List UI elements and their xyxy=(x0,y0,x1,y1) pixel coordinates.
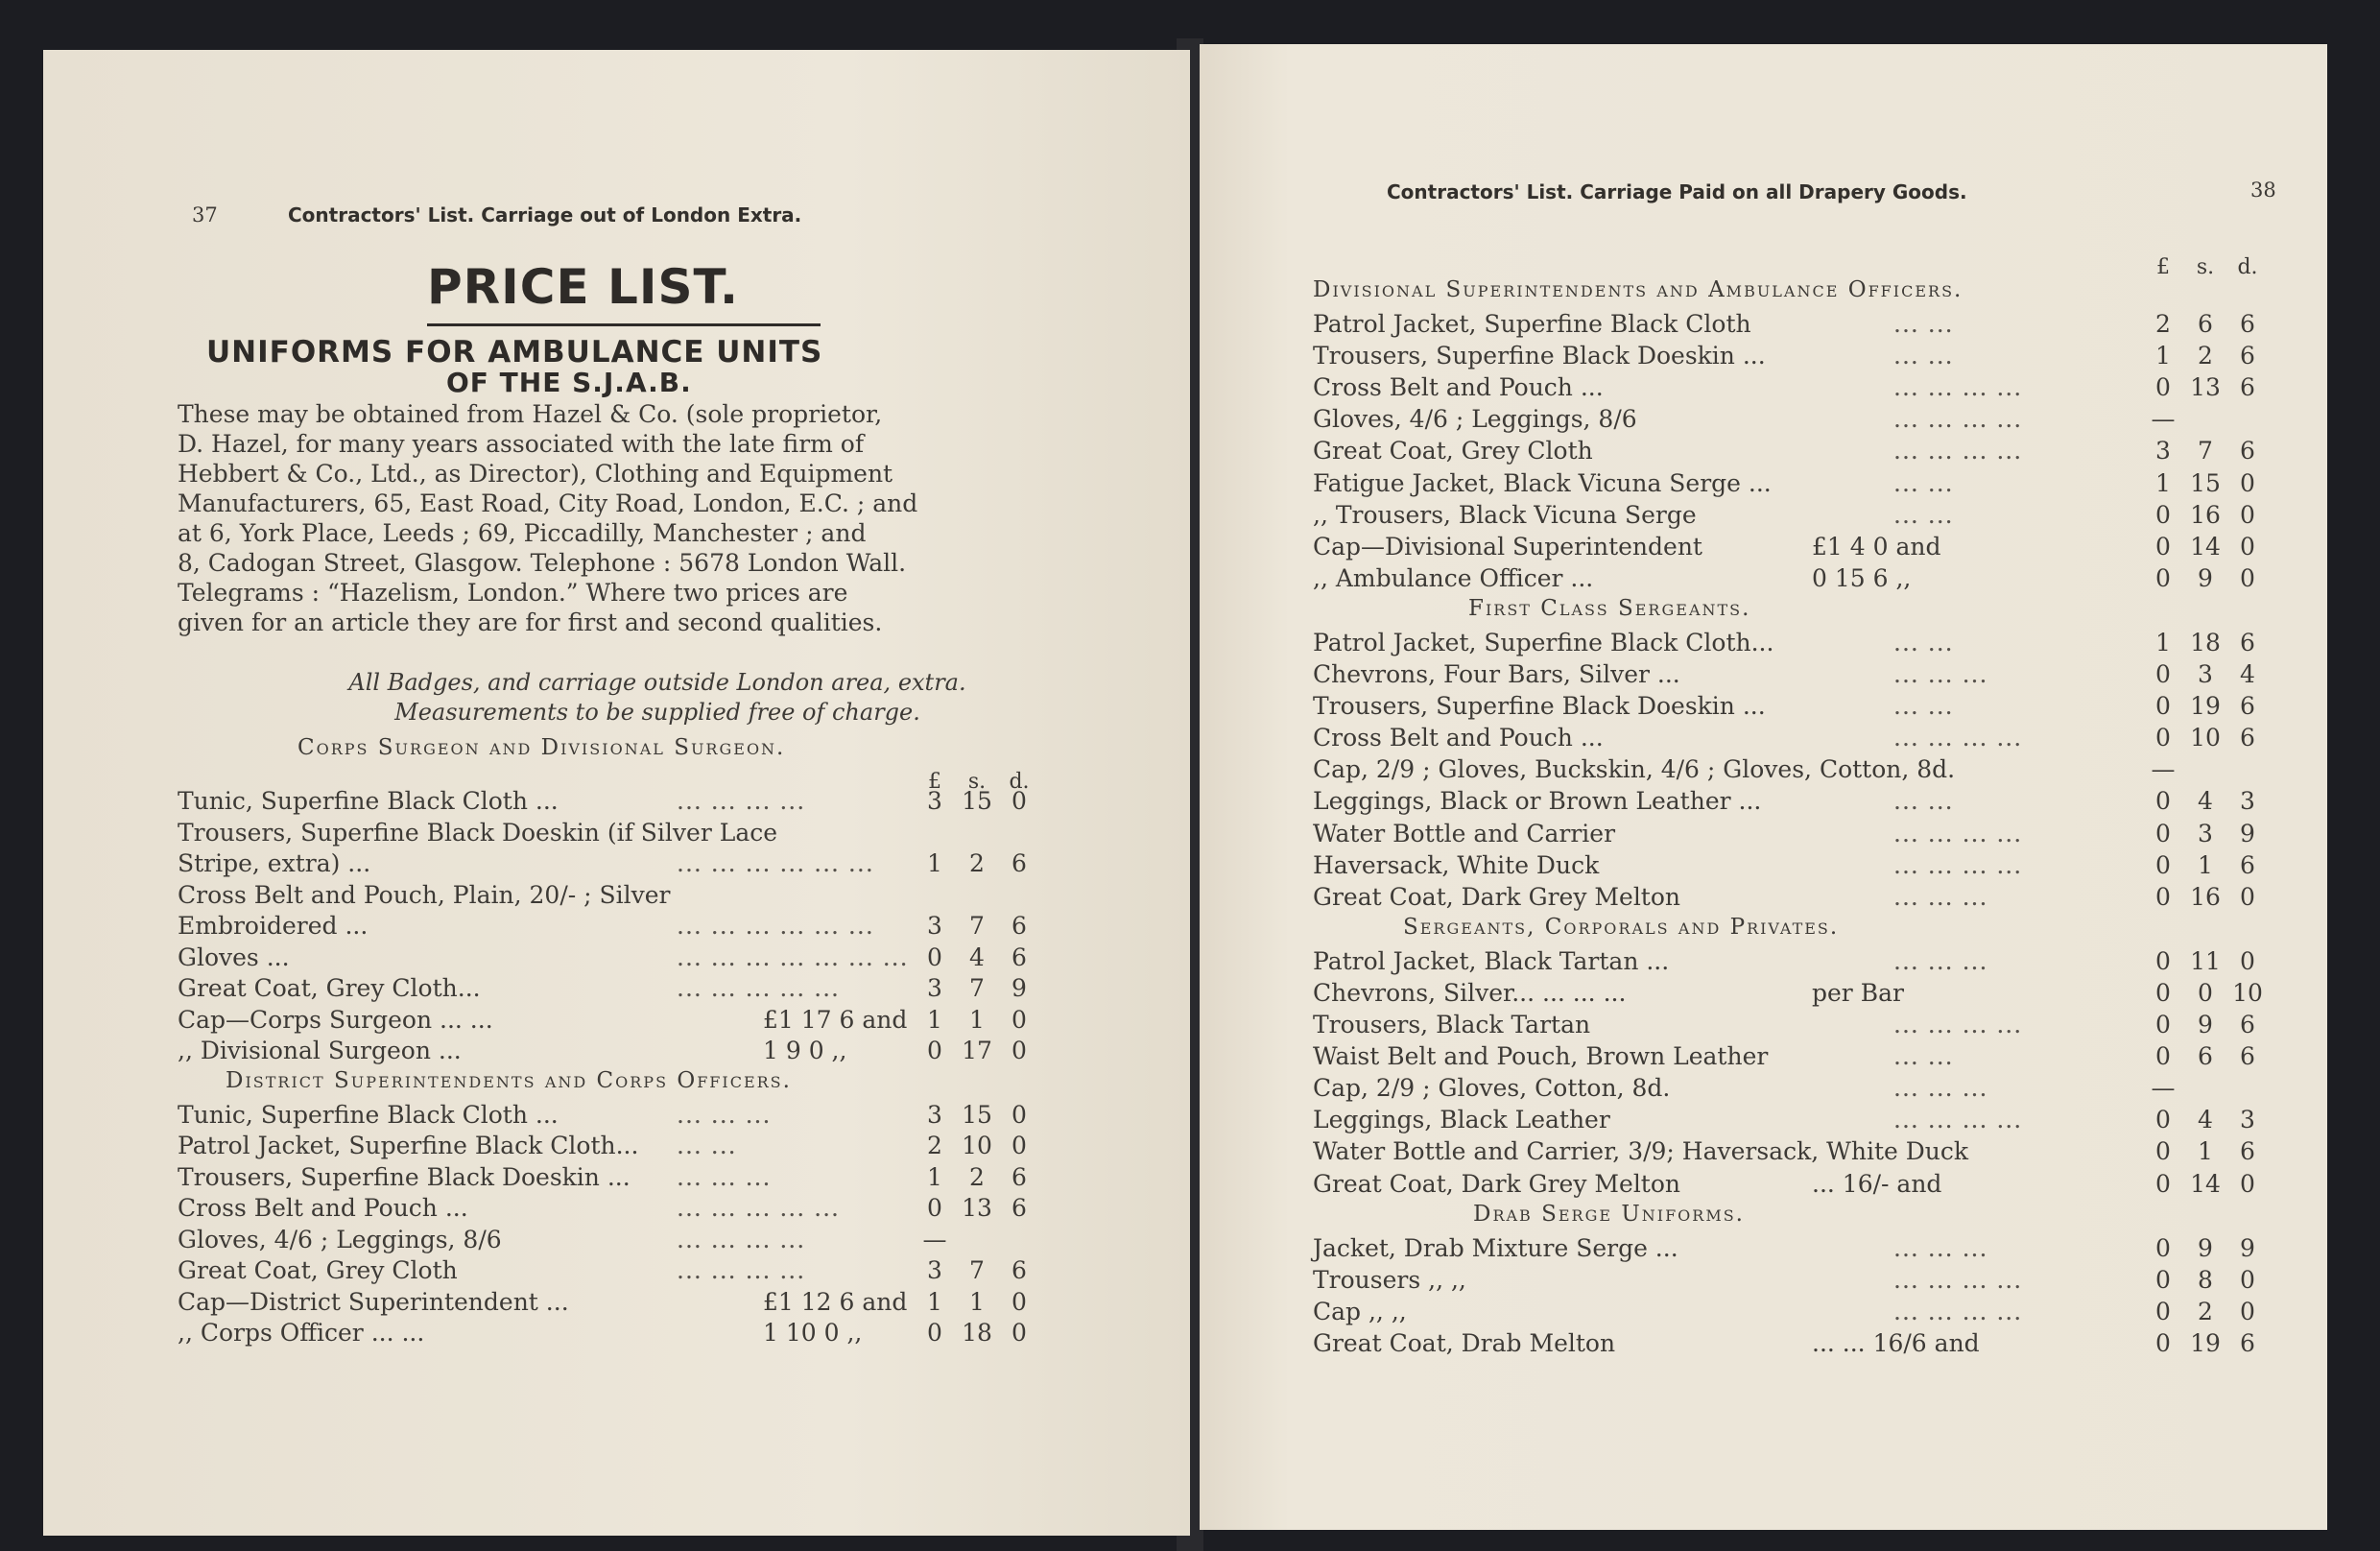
leader-dots: ... ... xyxy=(1893,692,1954,721)
price-shillings: 15 xyxy=(2190,468,2221,497)
price-shillings: 4 xyxy=(2198,787,2213,816)
currency-pence: d. xyxy=(2237,255,2258,279)
price-pounds: 3 xyxy=(927,1256,942,1284)
price-pounds: 0 xyxy=(2155,660,2171,688)
alternative-price: £1 12 6 and xyxy=(763,1287,908,1316)
price-pence: 6 xyxy=(2240,692,2255,721)
item-description: Tunic, Superfine Black Cloth ... xyxy=(178,787,559,815)
section-heading: District Superintendents and Corps Officers. xyxy=(226,1067,792,1093)
price-shillings: 1 xyxy=(2198,850,2213,879)
price-row xyxy=(1313,373,2311,404)
price-pence: 6 xyxy=(1012,943,1027,971)
price-pence: 0 xyxy=(2240,500,2255,529)
section-heading: Divisional Superintendents and Ambulance Officers. xyxy=(1313,277,1964,302)
item-description: Great Coat, Grey Cloth... xyxy=(178,974,481,1002)
item-description: Great Coat, Grey Cloth xyxy=(178,1256,458,1284)
item-description: Trousers, Superfine Black Doeskin ... xyxy=(1313,342,1766,370)
price-row xyxy=(178,1194,1147,1225)
price-row xyxy=(1313,1106,2311,1136)
leader-dots: ... ... ... ... xyxy=(1893,724,2023,752)
price-pence: 6 xyxy=(1012,1194,1027,1222)
price-pence: 6 xyxy=(2240,1137,2255,1166)
intro-line: Hebbert & Co., Ltd., as Director), Clothing and Equipment xyxy=(178,460,893,488)
price-pounds: — xyxy=(2151,405,2176,434)
price-pounds: 2 xyxy=(2155,310,2171,338)
subtitle-line-1: UNIFORMS FOR AMBULANCE UNITS xyxy=(206,335,823,370)
price-pounds: 0 xyxy=(2155,692,2171,721)
price-pence: 6 xyxy=(1012,912,1027,940)
item-description: Cross Belt and Pouch ... xyxy=(1313,373,1604,402)
item-description: Cross Belt and Pouch, Plain, 20/- ; Silver xyxy=(178,880,671,909)
item-description: Trousers, Superfine Black Doeskin ... xyxy=(1313,692,1766,721)
price-row xyxy=(1313,469,2311,500)
subtitle-line-2: OF THE S.J.A.B. xyxy=(446,367,692,398)
price-row xyxy=(1313,1170,2311,1201)
leader-dots: ... ... xyxy=(677,1132,737,1159)
price-shillings: 14 xyxy=(2190,532,2221,561)
currency-pence: d. xyxy=(1009,770,1030,794)
price-pence: 6 xyxy=(2240,437,2255,465)
price-row xyxy=(1313,820,2311,850)
price-pence: 6 xyxy=(2240,1042,2255,1071)
item-description: Great Coat, Dark Grey Melton xyxy=(1313,1169,1681,1198)
price-shillings: 4 xyxy=(2198,1106,2213,1134)
price-row xyxy=(1313,883,2311,914)
price-pounds: 0 xyxy=(2155,563,2171,592)
item-description: Cross Belt and Pouch ... xyxy=(178,1194,468,1222)
price-pence: 10 xyxy=(2232,978,2263,1007)
currency-shillings: s. xyxy=(2196,255,2215,279)
price-pounds: 0 xyxy=(2155,946,2171,975)
price-row xyxy=(178,1226,1147,1256)
leader-dots: ... ... ... ... xyxy=(1893,1106,2023,1134)
left-page-number: 37 xyxy=(192,203,218,227)
left-running-header: Contractors' List. Carriage out of London Extra. xyxy=(288,203,802,227)
price-shillings: 7 xyxy=(969,912,985,940)
intro-line: Telegrams : “Hazelism, London.” Where two prices are xyxy=(178,579,848,607)
price-pounds: 0 xyxy=(2155,532,2171,561)
title-rule xyxy=(427,323,821,326)
item-description: Embroidered ... xyxy=(178,912,369,940)
price-pounds: 0 xyxy=(927,943,942,971)
price-pence: 3 xyxy=(2240,787,2255,816)
price-pounds: 0 xyxy=(2155,1297,2171,1325)
intro-line: 8, Cadogan Street, Glasgow. Telephone : 5678 London Wall. xyxy=(178,549,907,577)
price-pounds: 0 xyxy=(2155,1011,2171,1038)
price-shillings: 13 xyxy=(2190,373,2221,402)
price-row xyxy=(1313,1234,2311,1265)
price-row xyxy=(178,819,1147,849)
leader-dots: ... ... ... xyxy=(677,1162,772,1191)
price-pence: 0 xyxy=(1012,1132,1027,1159)
right-running-header: Contractors' List. Carriage Paid on all Drapery Goods. xyxy=(1387,180,1967,203)
item-description: Stripe, extra) ... xyxy=(178,849,371,877)
price-row xyxy=(1313,1137,2311,1168)
price-pence: 6 xyxy=(2240,1328,2255,1357)
price-pence: 6 xyxy=(2240,1011,2255,1038)
price-row xyxy=(178,881,1147,912)
price-pence: 4 xyxy=(2240,660,2255,688)
price-shillings: 7 xyxy=(2198,437,2213,465)
item-description: ,, Ambulance Officer ... xyxy=(1313,563,1594,592)
price-row xyxy=(1313,1074,2311,1105)
item-description: ,, Trousers, Black Vicuna Serge xyxy=(1313,500,1697,529)
price-pence: 6 xyxy=(1012,849,1027,877)
price-pence: 0 xyxy=(2240,1265,2255,1294)
leader-dots: ... ... ... xyxy=(1893,1074,1988,1103)
price-row xyxy=(178,1319,1147,1349)
price-row xyxy=(1313,437,2311,467)
item-description: Great Coat, Grey Cloth xyxy=(1313,437,1593,465)
leader-dots: ... ... ... ... xyxy=(1893,819,2023,847)
item-description: ,, Corps Officer ... ... xyxy=(178,1319,425,1347)
item-description: Patrol Jacket, Superfine Black Cloth... xyxy=(1313,628,1774,656)
price-pounds: — xyxy=(922,1225,947,1253)
price-shillings: 9 xyxy=(2198,1011,2213,1038)
price-row xyxy=(178,1037,1147,1067)
intro-line: given for an article they are for first and second qualities. xyxy=(178,608,883,636)
section-heading: First Class Sergeants. xyxy=(1468,595,1751,621)
alternative-price: ... ... 16/6 and xyxy=(1812,1328,1980,1357)
price-row xyxy=(1313,947,2311,978)
leader-dots: ... ... xyxy=(1893,468,1954,497)
price-pence: 9 xyxy=(2240,819,2255,847)
leader-dots: ... ... ... ... ... xyxy=(677,1194,840,1222)
price-shillings: 2 xyxy=(969,1162,985,1191)
price-shillings: 15 xyxy=(962,1100,992,1129)
intro-line: at 6, York Place, Leeds ; 69, Piccadilly, Manchester ; and xyxy=(178,519,867,547)
item-description: Trousers, Black Tartan xyxy=(1313,1011,1591,1038)
leader-dots: ... ... ... ... xyxy=(677,787,806,815)
leader-dots: ... ... ... ... xyxy=(1893,850,2023,879)
price-pounds: 0 xyxy=(927,1194,942,1222)
leader-dots: ... ... ... xyxy=(1893,882,1988,911)
alternative-price: 1 9 0 ,, xyxy=(763,1037,847,1064)
price-pence: 0 xyxy=(2240,882,2255,911)
price-row xyxy=(178,849,1147,880)
price-pounds: 1 xyxy=(927,1005,942,1034)
price-pounds: 3 xyxy=(927,787,942,815)
price-pounds: 1 xyxy=(2155,468,2171,497)
item-description: Gloves ... xyxy=(178,943,290,971)
price-pence: 6 xyxy=(2240,310,2255,338)
price-row xyxy=(178,1101,1147,1132)
price-row xyxy=(178,943,1147,974)
currency-shillings: s. xyxy=(967,770,987,794)
item-description: Cap, 2/9 ; Gloves, Cotton, 8d. xyxy=(1313,1074,1671,1103)
price-pence: 0 xyxy=(2240,468,2255,497)
leader-dots: ... ... ... ... xyxy=(1893,1011,2023,1038)
item-description: Fatigue Jacket, Black Vicuna Serge ... xyxy=(1313,468,1772,497)
item-description: Chevrons, Silver... ... ... ... xyxy=(1313,978,1627,1007)
intro-line: Manufacturers, 65, East Road, City Road, London, E.C. ; and xyxy=(178,489,918,517)
item-description: Trousers, Superfine Black Doeskin (if Silver Lace xyxy=(178,818,778,847)
alternative-price: £1 17 6 and xyxy=(763,1005,908,1034)
item-description: Trousers, Superfine Black Doeskin ... xyxy=(178,1162,631,1191)
price-pence: 0 xyxy=(1012,1037,1027,1064)
item-description: Haversack, White Duck xyxy=(1313,850,1600,879)
price-row xyxy=(1313,979,2311,1010)
item-description: Chevrons, Four Bars, Silver ... xyxy=(1313,660,1680,688)
price-pence: 0 xyxy=(1012,1287,1027,1316)
price-shillings: 0 xyxy=(2198,978,2213,1007)
item-description: Cross Belt and Pouch ... xyxy=(1313,724,1604,752)
price-shillings: 18 xyxy=(962,1319,992,1347)
note-measurements: Measurements to be supplied free of charge. xyxy=(394,699,920,726)
item-description: Cap, 2/9 ; Gloves, Buckskin, 4/6 ; Gloves, Cotton, 8d. xyxy=(1313,755,1956,784)
alternative-price: 0 15 6 ,, xyxy=(1812,563,1912,592)
price-shillings: 1 xyxy=(969,1005,985,1034)
price-pounds: 0 xyxy=(2155,1042,2171,1071)
leader-dots: ... ... ... ... xyxy=(1893,1297,2023,1325)
item-description: Patrol Jacket, Superfine Black Cloth xyxy=(1313,310,1751,338)
leader-dots: ... ... xyxy=(1893,628,1954,656)
price-row xyxy=(178,912,1147,943)
price-shillings: 1 xyxy=(969,1287,985,1316)
price-pence: 6 xyxy=(2240,373,2255,402)
price-shillings: 9 xyxy=(2198,563,2213,592)
price-row xyxy=(1313,564,2311,595)
price-pence: 0 xyxy=(1012,1319,1027,1347)
leader-dots: ... ... ... ... xyxy=(1893,1265,2023,1294)
price-shillings: 2 xyxy=(969,849,985,877)
price-shillings: 8 xyxy=(2198,1265,2213,1294)
price-pounds: 0 xyxy=(2155,787,2171,816)
price-row xyxy=(1313,533,2311,563)
price-row xyxy=(1313,660,2311,691)
leader-dots: ... ... xyxy=(1893,1042,1954,1071)
price-pounds: 0 xyxy=(927,1037,942,1064)
alternative-price: 1 10 0 ,, xyxy=(763,1319,863,1347)
price-pounds: 0 xyxy=(2155,1106,2171,1134)
item-description: Water Bottle and Carrier, 3/9; Haversack, White Duck xyxy=(1313,1137,1969,1166)
price-pounds: 1 xyxy=(927,849,942,877)
price-row xyxy=(1313,1011,2311,1041)
price-pounds: 0 xyxy=(2155,850,2171,879)
item-description: Cap—District Superintendent ... xyxy=(178,1287,569,1316)
price-pounds: 1 xyxy=(2155,342,2171,370)
price-pounds: 0 xyxy=(2155,500,2171,529)
price-pounds: 0 xyxy=(2155,978,2171,1007)
price-shillings: 7 xyxy=(969,974,985,1002)
price-shillings: 3 xyxy=(2198,660,2213,688)
price-pence: 3 xyxy=(2240,1106,2255,1134)
item-description: Cap—Corps Surgeon ... ... xyxy=(178,1005,493,1034)
leader-dots: ... ... ... ... ... ... xyxy=(677,849,874,877)
leader-dots: ... ... ... ... xyxy=(1893,437,2023,465)
price-row xyxy=(1313,1298,2311,1328)
price-row xyxy=(1313,787,2311,818)
price-pounds: 3 xyxy=(2155,437,2171,465)
alternative-price: per Bar xyxy=(1812,978,1904,1007)
price-list-title: PRICE LIST. xyxy=(427,259,739,315)
leader-dots: ... ... ... xyxy=(1893,660,1988,688)
currency-pounds: £ xyxy=(2156,255,2170,279)
price-shillings: 13 xyxy=(962,1194,992,1222)
price-pounds: 0 xyxy=(2155,882,2171,911)
price-pence: 6 xyxy=(2240,850,2255,879)
price-shillings: 6 xyxy=(2198,310,2213,338)
price-pence: 6 xyxy=(2240,342,2255,370)
intro-line: These may be obtained from Hazel & Co. (sole proprietor, xyxy=(178,400,883,428)
leader-dots: ... ... ... xyxy=(1893,1233,1988,1262)
price-shillings: 10 xyxy=(962,1132,992,1159)
price-pence: 0 xyxy=(2240,1297,2255,1325)
price-shillings: 10 xyxy=(2190,724,2221,752)
leader-dots: ... ... ... ... ... ... xyxy=(677,912,874,940)
note-badges: All Badges, and carriage outside London area, extra. xyxy=(348,669,966,696)
price-pounds: 0 xyxy=(2155,1265,2171,1294)
price-row xyxy=(178,1288,1147,1319)
price-shillings: 2 xyxy=(2198,342,2213,370)
price-row xyxy=(1313,724,2311,754)
item-description: Gloves, 4/6 ; Leggings, 8/6 xyxy=(1313,405,1637,434)
intro-line: D. Hazel, for many years associated with the late firm of xyxy=(178,430,865,458)
item-description: Leggings, Black or Brown Leather ... xyxy=(1313,787,1762,816)
leader-dots: ... ... xyxy=(1893,310,1954,338)
price-row xyxy=(1313,405,2311,436)
price-shillings: 17 xyxy=(962,1037,992,1064)
price-pounds: 3 xyxy=(927,1100,942,1129)
item-description: Great Coat, Dark Grey Melton xyxy=(1313,882,1681,911)
price-pounds: 0 xyxy=(2155,1169,2171,1198)
price-shillings: 4 xyxy=(969,943,985,971)
leader-dots: ... ... xyxy=(1893,787,1954,816)
left-page xyxy=(43,50,1190,1536)
price-shillings: 19 xyxy=(2190,692,2221,721)
item-description: Cap—Divisional Superintendent xyxy=(1313,532,1702,561)
section-heading: Drab Serge Uniforms. xyxy=(1473,1201,1745,1227)
alternative-price: £1 4 0 and xyxy=(1812,532,1941,561)
price-pounds: — xyxy=(2151,1074,2176,1103)
price-pounds: 3 xyxy=(927,974,942,1002)
currency-pounds: £ xyxy=(928,770,941,794)
price-row xyxy=(178,1163,1147,1194)
price-shillings: 18 xyxy=(2190,628,2221,656)
item-description: Patrol Jacket, Black Tartan ... xyxy=(1313,946,1670,975)
price-shillings: 7 xyxy=(969,1256,985,1284)
price-pence: 9 xyxy=(2240,1233,2255,1262)
price-pence: 0 xyxy=(2240,946,2255,975)
price-shillings: 19 xyxy=(2190,1328,2221,1357)
price-pence: 0 xyxy=(2240,1169,2255,1198)
leader-dots: ... ... ... ... xyxy=(677,1256,806,1284)
item-description: Great Coat, Drab Melton xyxy=(1313,1328,1616,1357)
leader-dots: ... ... ... xyxy=(1893,946,1988,975)
price-row xyxy=(1313,755,2311,786)
price-row xyxy=(1313,310,2311,341)
right-page xyxy=(1200,44,2327,1530)
price-shillings: 6 xyxy=(2198,1042,2213,1071)
price-row xyxy=(1313,1042,2311,1073)
price-pounds: 0 xyxy=(2155,373,2171,402)
price-pence: 6 xyxy=(2240,724,2255,752)
leader-dots: ... ... xyxy=(1893,500,1954,529)
price-shillings: 11 xyxy=(2190,946,2221,975)
price-shillings: 15 xyxy=(962,787,992,815)
price-shillings: 14 xyxy=(2190,1169,2221,1198)
price-pounds: 0 xyxy=(927,1319,942,1347)
item-description: Patrol Jacket, Superfine Black Cloth... xyxy=(178,1132,639,1159)
section-heading: Sergeants, Corporals and Privates. xyxy=(1403,914,1840,940)
price-pounds: 0 xyxy=(2155,724,2171,752)
price-row xyxy=(1313,692,2311,723)
price-row xyxy=(178,1256,1147,1287)
item-description: Jacket, Drab Mixture Serge ... xyxy=(1313,1233,1678,1262)
price-pounds: 0 xyxy=(2155,819,2171,847)
price-shillings: 2 xyxy=(2198,1297,2213,1325)
price-pence: 6 xyxy=(2240,628,2255,656)
leader-dots: ... ... ... ... xyxy=(1893,373,2023,402)
price-row xyxy=(1313,1266,2311,1297)
price-row xyxy=(1313,629,2311,659)
item-description: Water Bottle and Carrier xyxy=(1313,819,1616,847)
price-pounds: 0 xyxy=(2155,1137,2171,1166)
price-row xyxy=(178,787,1147,818)
price-pounds: 3 xyxy=(927,912,942,940)
item-description: Trousers ,, ,, xyxy=(1313,1265,1466,1294)
price-pence: 0 xyxy=(1012,1005,1027,1034)
price-pence: 6 xyxy=(1012,1162,1027,1191)
price-shillings: 1 xyxy=(2198,1137,2213,1166)
intro-paragraph xyxy=(178,399,1099,637)
item-description: Tunic, Superfine Black Cloth ... xyxy=(178,1100,559,1129)
price-pounds: 0 xyxy=(2155,1328,2171,1357)
price-pence: 0 xyxy=(2240,563,2255,592)
price-row xyxy=(1313,851,2311,882)
item-description: Cap ,, ,, xyxy=(1313,1297,1407,1325)
price-pence: 6 xyxy=(1012,1256,1027,1284)
price-pounds: 1 xyxy=(927,1162,942,1191)
leader-dots: ... ... ... ... xyxy=(677,1225,806,1253)
price-pounds: 1 xyxy=(927,1287,942,1316)
price-row xyxy=(178,974,1147,1005)
price-row xyxy=(1313,501,2311,532)
currency-header xyxy=(2145,255,2270,282)
price-pounds: 2 xyxy=(927,1132,942,1159)
leader-dots: ... ... xyxy=(1893,342,1954,370)
price-shillings: 16 xyxy=(2190,500,2221,529)
leader-dots: ... ... ... ... ... xyxy=(677,974,840,1002)
price-row xyxy=(178,1132,1147,1162)
item-description: Leggings, Black Leather xyxy=(1313,1106,1610,1134)
price-row xyxy=(1313,1329,2311,1360)
price-row xyxy=(1313,342,2311,372)
price-pence: 0 xyxy=(2240,532,2255,561)
price-pence: 0 xyxy=(1012,787,1027,815)
leader-dots: ... ... ... ... ... ... ... xyxy=(677,943,909,971)
item-description: Gloves, 4/6 ; Leggings, 8/6 xyxy=(178,1225,502,1253)
item-description: ,, Divisional Surgeon ... xyxy=(178,1037,462,1064)
price-shillings: 3 xyxy=(2198,819,2213,847)
price-pounds: 0 xyxy=(2155,1233,2171,1262)
price-pence: 0 xyxy=(1012,1100,1027,1129)
right-page-number: 38 xyxy=(2250,179,2276,202)
price-pounds: — xyxy=(2151,755,2176,784)
leader-dots: ... ... ... ... xyxy=(1893,405,2023,434)
price-shillings: 16 xyxy=(2190,882,2221,911)
price-row xyxy=(178,1006,1147,1037)
leader-dots: ... ... ... xyxy=(677,1100,772,1129)
price-pence: 9 xyxy=(1012,974,1027,1002)
price-shillings: 9 xyxy=(2198,1233,2213,1262)
price-pounds: 1 xyxy=(2155,628,2171,656)
item-description: Waist Belt and Pouch, Brown Leather xyxy=(1313,1042,1769,1071)
section-heading: Corps Surgeon and Divisional Surgeon. xyxy=(298,735,786,760)
alternative-price: ... 16/- and xyxy=(1812,1169,1942,1198)
